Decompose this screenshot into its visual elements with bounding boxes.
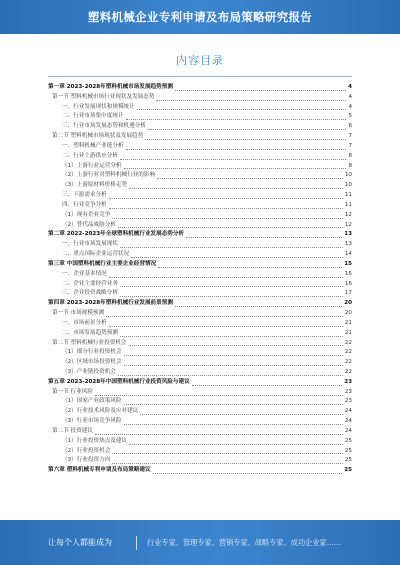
toc-entry[interactable]: [48, 358, 352, 368]
toc-entry-label: 一、行业市场发展现状: [62, 241, 118, 248]
toc-entry-page: 13: [344, 241, 352, 248]
toc-entry-page: 23: [344, 398, 352, 405]
toc-entry[interactable]: [48, 466, 352, 476]
toc-entry-page: 11: [344, 192, 352, 199]
toc-entry-page: 15: [344, 260, 352, 267]
toc-entry[interactable]: [48, 368, 352, 378]
toc-entry[interactable]: [48, 398, 352, 408]
toc-entry[interactable]: [48, 407, 352, 417]
toc-entry-page: 8: [348, 162, 352, 169]
toc-entry[interactable]: [48, 181, 352, 191]
footer-tagline: 行业专家、管理专家、营销专家、战略专家、成功企业家……: [147, 537, 342, 547]
toc-entry[interactable]: [48, 240, 352, 250]
toc-entry[interactable]: [48, 142, 352, 152]
toc-leader-dots: [109, 277, 343, 278]
toc-entry-label: 二、企业主要经营业务: [62, 280, 118, 287]
toc-list: [48, 83, 352, 476]
toc-leader-dots: [140, 414, 343, 415]
toc-entry-label: 第六章 塑料机械专利申请及布局策略建议: [48, 467, 151, 474]
toc-leader-dots: [124, 404, 343, 405]
toc-entry-page: 13: [344, 231, 352, 238]
toc-entry[interactable]: [48, 260, 352, 270]
toc-entry-label: （2）替代品威胁分析: [62, 221, 116, 228]
toc-leader-dots: [112, 453, 343, 454]
toc-leader-dots: [175, 90, 346, 91]
toc-leader-dots: [126, 119, 347, 120]
toc-entry[interactable]: [48, 162, 352, 172]
toc-entry-page: 20: [344, 300, 352, 307]
toc-leader-dots: [118, 375, 343, 376]
header-bar: [0, 0, 400, 34]
toc-entry-page: 25: [344, 457, 352, 464]
toc-entry-label: 第二节 投资建议: [52, 427, 93, 434]
toc-entry-page: 22: [344, 359, 352, 366]
toc-leader-dots: [192, 385, 343, 386]
toc-entry[interactable]: [48, 280, 352, 290]
toc-entry-page: 7: [348, 133, 352, 140]
toc-entry[interactable]: [48, 299, 352, 309]
toc-leader-dots: [120, 159, 346, 160]
toc-entry-page: 21: [344, 329, 352, 336]
toc-entry-label: 一、企业基本情况: [62, 270, 107, 277]
toc-entry[interactable]: [48, 388, 352, 398]
toc-entry-label: （2）行业技术风险及应对建议: [62, 408, 139, 415]
toc-entry-page: 20: [344, 310, 352, 317]
toc-entry-label: （2）上游行业对塑料机械行业的影响: [62, 172, 156, 179]
toc-entry-label: 第二节 塑料机械行业投资机会: [52, 339, 127, 346]
toc-entry[interactable]: [48, 132, 352, 142]
toc-entry-label: 第二节 塑料机械市场现状及发展趋势: [52, 133, 144, 140]
toc-entry-page: 24: [344, 418, 352, 425]
footer-divider: [136, 536, 137, 550]
toc-entry-label: （2）区域市场投资机会: [62, 359, 122, 366]
toc-entry-page: 23: [344, 388, 352, 395]
toc-entry-label: 四、行业竞争分析: [62, 201, 107, 208]
toc-entry-label: （2）行业投资机会: [62, 447, 111, 454]
toc-entry-label: （3）产业链投资机会: [62, 369, 116, 375]
toc-entry-label: 第四章 2023-2028年塑料机械行业发展前景预测: [48, 300, 173, 307]
toc-entry-page: 21: [344, 319, 352, 326]
toc-entry[interactable]: [48, 378, 352, 388]
toc-entry-label: 一、行业发展现状和规模统计: [62, 103, 135, 110]
toc-leader-dots: [124, 424, 343, 425]
toc-entry-label: （1）上游行业运营分析: [62, 162, 122, 169]
toc-leader-dots: [148, 129, 347, 130]
toc-leader-dots: [156, 100, 346, 101]
toc-entry-label: 三、下游需求分析: [62, 192, 107, 199]
toc-entry-page: 15: [344, 270, 352, 277]
toc-entry-label: （1）现有企业竞争: [62, 211, 111, 218]
toc-entry[interactable]: [48, 270, 352, 280]
toc-entry-label: 三、行业市场发展态势和机遇分析: [62, 123, 146, 130]
toc-entry[interactable]: [48, 348, 352, 358]
toc-leader-dots: [95, 395, 343, 396]
toc-entry-label: （1）行业投资热点及建议: [62, 437, 128, 444]
toc-entry-page: 24: [344, 408, 352, 415]
toc-entry[interactable]: [48, 171, 352, 181]
toc-leader-dots: [120, 286, 343, 287]
toc-leader-dots: [157, 178, 343, 179]
toc-leader-dots: [120, 336, 343, 337]
report-title: 塑料机械企业专利申请及布局策略研究报告: [87, 10, 313, 24]
toc-entry-label: 一、塑料机械产业链分析: [62, 142, 124, 149]
toc-entry-label: 一、市场前景分析: [62, 319, 107, 326]
toc-leader-dots: [120, 247, 343, 248]
toc-entry-label: 第一节 行业风险: [52, 388, 93, 395]
toc-leader-dots: [118, 227, 343, 228]
toc-entry-label: 第三章 中国塑料机械行业主要企业经营情况: [48, 260, 157, 267]
toc-leader-dots: [126, 149, 347, 150]
toc-entry-page: 5: [348, 113, 352, 120]
toc-leader-dots: [186, 237, 342, 238]
toc-entry[interactable]: [48, 309, 352, 319]
toc-entry[interactable]: [48, 103, 352, 113]
toc-entry-page: 11: [344, 201, 352, 208]
toc-entry-label: （1）国家产业政策风险: [62, 398, 122, 405]
toc-entry[interactable]: [48, 250, 352, 260]
toc-entry-label: 二、重点国际企业运营状况: [62, 251, 130, 258]
toc-entry-label: （1）细分行业投资机会: [62, 349, 122, 356]
toc-entry[interactable]: [48, 152, 352, 162]
toc-entry-page: 23: [344, 378, 352, 385]
toc-divider: [48, 76, 352, 77]
toc-leader-dots: [129, 345, 343, 346]
toc-entry-label: （3）行业投资方向: [62, 457, 111, 464]
toc-entry[interactable]: [48, 329, 352, 339]
toc-leader-dots: [106, 316, 343, 317]
toc-entry-page: 4: [348, 103, 352, 110]
toc-entry-label: 二、行业上游供应分析: [62, 152, 118, 159]
toc-entry[interactable]: [48, 83, 352, 93]
toc-entry-page: 12: [344, 211, 352, 218]
footer-bar: [0, 520, 400, 565]
toc-entry[interactable]: [48, 221, 352, 231]
toc-entry[interactable]: [48, 112, 352, 122]
toc-entry[interactable]: [48, 417, 352, 427]
toc-leader-dots: [109, 326, 343, 327]
toc-leader-dots: [112, 218, 343, 219]
toc-leader-dots: [124, 355, 343, 356]
toc-leader-dots: [112, 463, 343, 464]
toc-leader-dots: [124, 168, 347, 169]
toc-entry-label: 二、市场发展趋势预测: [62, 329, 118, 336]
toc-entry-page: 10: [344, 172, 352, 179]
toc-entry[interactable]: [48, 447, 352, 457]
toc-entry-page: 24: [344, 427, 352, 434]
toc-entry-label: 二、行业市场集中度统计: [62, 113, 124, 120]
toc-entry-page: 16: [344, 280, 352, 287]
footer-slogan: 让每个人都能成为: [48, 538, 112, 547]
toc-entry[interactable]: [48, 339, 352, 349]
toc-entry[interactable]: [48, 456, 352, 466]
toc-entry-page: 14: [344, 251, 352, 258]
toc-entry-page: 22: [344, 339, 352, 346]
toc-entry[interactable]: [48, 201, 352, 211]
toc-leader-dots: [145, 139, 346, 140]
toc-entry-label: 第五章 2023-2028年中国塑料机械行业投资风险与建议: [48, 378, 190, 385]
toc-entry[interactable]: [48, 211, 352, 221]
toc-entry[interactable]: [48, 289, 352, 299]
toc-entry-page: 6: [348, 123, 352, 130]
toc-entry-page: 12: [344, 221, 352, 228]
toc-entry-page: 25: [344, 437, 352, 444]
toc-entry[interactable]: [48, 437, 352, 447]
toc-leader-dots: [109, 198, 343, 199]
toc-leader-dots: [124, 365, 343, 366]
toc-entry-page: 10: [344, 182, 352, 189]
toc-entry-label: （3）上游原材料价格走势: [62, 182, 128, 189]
toc-leader-dots: [153, 473, 343, 474]
toc-entry-page: 17: [344, 290, 352, 297]
toc-entry[interactable]: [48, 93, 352, 103]
toc-entry[interactable]: [48, 427, 352, 437]
toc-leader-dots: [137, 109, 347, 110]
toc-leader-dots: [131, 257, 343, 258]
toc-entry-page: 7: [348, 142, 352, 149]
toc-leader-dots: [109, 208, 343, 209]
toc-entry-page: 25: [344, 467, 352, 474]
toc-entry-label: 第二章 2022-2023年全球塑料机械行业发展态势分析: [48, 231, 185, 238]
toc-entry[interactable]: [48, 230, 352, 240]
toc-entry[interactable]: [48, 319, 352, 329]
toc-leader-dots: [129, 444, 343, 445]
toc-entry-page: 8: [348, 152, 352, 159]
toc-leader-dots: [175, 306, 342, 307]
toc-entry-label: 三、企业投资战略分析: [62, 290, 118, 297]
toc-entry-page: 22: [344, 369, 352, 375]
toc-entry-page: 4: [348, 83, 352, 90]
toc-entry-page: 4: [348, 93, 352, 100]
toc-entry-label: 第一节 市场规模预测: [52, 310, 105, 317]
toc-leader-dots: [129, 188, 343, 189]
toc-entry-label: （3）行业市场竞争风险: [62, 418, 122, 425]
toc-leader-dots: [120, 296, 343, 297]
toc-leader-dots: [158, 267, 342, 268]
toc-entry-label: 第一节 塑料机械市场行业现状及发展态势: [52, 93, 155, 100]
toc-entry-label: 第一章 2023-2028年塑料机械市场发展趋势预测: [48, 83, 173, 90]
toc-leader-dots: [95, 434, 343, 435]
toc-heading: 内容目录: [176, 54, 224, 67]
toc-entry[interactable]: [48, 191, 352, 201]
toc-entry-page: 22: [344, 349, 352, 356]
toc-entry-page: 25: [344, 447, 352, 454]
toc-entry[interactable]: [48, 122, 352, 132]
